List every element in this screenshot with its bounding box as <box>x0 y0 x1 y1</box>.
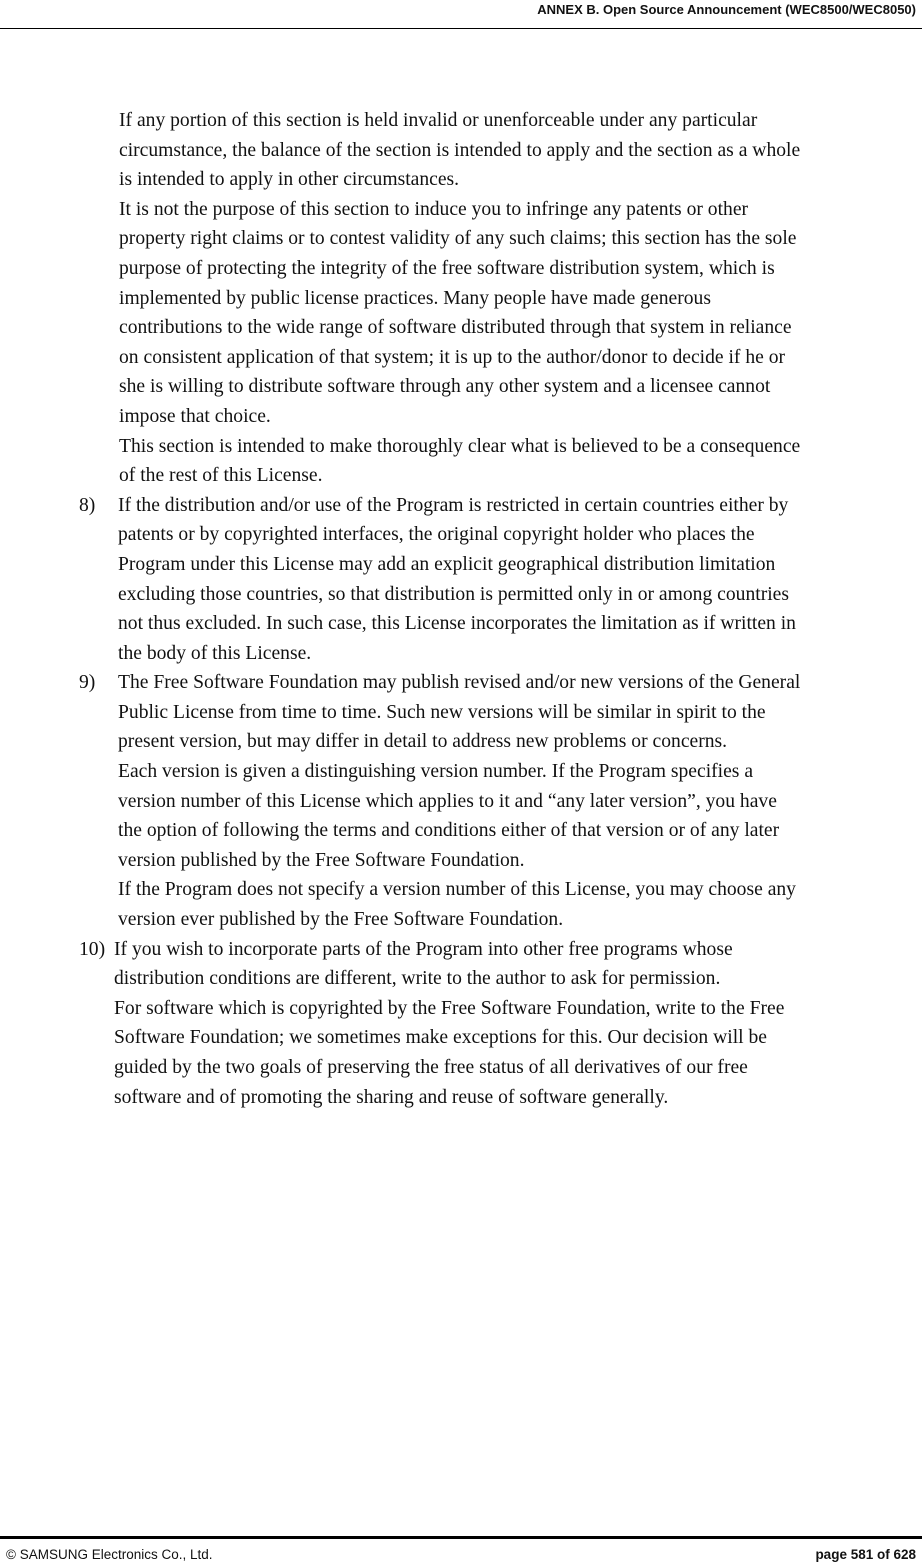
item-number: 8) <box>79 494 96 516</box>
text-line: guided by the two goals of preserving the free status of all derivatives of our free <box>114 1057 748 1078</box>
list-item-10 <box>0 935 922 1113</box>
text-line: It is not the purpose of this section to induce you to infringe any patents or other <box>119 198 749 220</box>
item-paragraph-2 <box>0 994 922 1112</box>
text-line: present version, but may differ in detail to address new problems or concerns. <box>118 731 728 753</box>
text-line: on consistent application of that system; it is up to the author/donor to decide if he or <box>119 346 786 368</box>
text-line: The Free Software Foundation may publish revised and/or new versions of the General <box>118 672 801 694</box>
text-line: If you wish to incorporate parts of the Program into other free programs whose <box>114 938 733 960</box>
intro-paragraph-2 <box>0 195 922 432</box>
text-line: For software which is copyrighted by the Free Software Foundation, write to the Free <box>114 997 785 1019</box>
list-item-8 <box>0 491 922 669</box>
text-line: Software Foundation; we sometimes make exceptions for this. Our decision will be <box>114 1027 767 1049</box>
document-body <box>0 106 922 1112</box>
text-line: If the Program does not specify a version number of this License, you may choose any <box>118 879 796 901</box>
page-number: page 581 of 628 <box>815 1547 916 1562</box>
list-item-9 <box>0 668 922 934</box>
text-line: version published by the Free Software Foundation. <box>118 849 525 871</box>
text-line: If the distribution and/or use of the Program is restricted in certain countries either by <box>118 494 789 516</box>
text-line: is intended to apply in other circumstances. <box>119 169 460 191</box>
text-line: distribution conditions are different, write to the author to ask for permission. <box>114 968 721 990</box>
text-line: excluding those countries, so that distribution is permitted only in or among countries <box>118 583 789 605</box>
item-text <box>0 668 922 757</box>
text-line: the option of following the terms and conditions either of that version or of any later <box>118 820 780 842</box>
item-paragraph-2 <box>0 757 922 875</box>
text-line: impose that choice. <box>119 405 271 427</box>
item-number: 10) <box>79 938 106 960</box>
text-line: not thus excluded. In such case, this License incorporates the limitation as if written in <box>118 613 796 635</box>
text-line: property right claims or to contest validity of any such claims; this section has the sole <box>119 228 797 250</box>
text-line: If any portion of this section is held invalid or unenforceable under any particular <box>119 110 758 131</box>
text-line: implemented by public license practices. Many people have made generous <box>119 287 711 309</box>
text-line: software and of promoting the sharing and reuse of software generally. <box>114 1086 669 1108</box>
intro-paragraph-3 <box>0 432 922 491</box>
text-line: Public License from time to time. Such new versions will be similar in spirit to the <box>118 701 766 723</box>
text-line: of the rest of this License. <box>119 465 323 487</box>
text-line: contributions to the wide range of software distributed through that system in reliance <box>119 317 792 339</box>
text-line: she is willing to distribute software through any other system and a licensee cannot <box>119 376 771 398</box>
page-footer <box>0 1536 922 1568</box>
text-line: Each version is given a distinguishing version number. If the Program specifies a <box>118 761 754 783</box>
text-line: purpose of protecting the integrity of the free software distribution system, which is <box>119 257 775 279</box>
item-paragraph-3 <box>0 875 922 934</box>
annex-title: ANNEX B. Open Source Announcement (WEC8500/WEC8050) <box>537 2 916 17</box>
text-line: the body of this License. <box>118 642 312 664</box>
text-line: Program under this License may add an explicit geographical distribution limitation <box>118 553 776 575</box>
text-line: version number of this License which applies to it and “any later version”, you have <box>118 790 777 812</box>
intro-paragraph-1 <box>0 106 922 195</box>
copyright-notice: © SAMSUNG Electronics Co., Ltd. <box>6 1547 213 1562</box>
text-line: circumstance, the balance of the section is intended to apply and the section as a whole <box>119 139 801 161</box>
item-number: 9) <box>79 672 96 694</box>
text-line: This section is intended to make thoroughly clear what is believed to be a consequence <box>119 435 801 457</box>
item-text <box>0 491 922 669</box>
page-header <box>0 0 922 29</box>
text-line: patents or by copyrighted interfaces, the original copyright holder who places the <box>118 524 755 546</box>
item-text <box>0 935 922 994</box>
text-line: version ever published by the Free Software Foundation. <box>118 909 564 931</box>
